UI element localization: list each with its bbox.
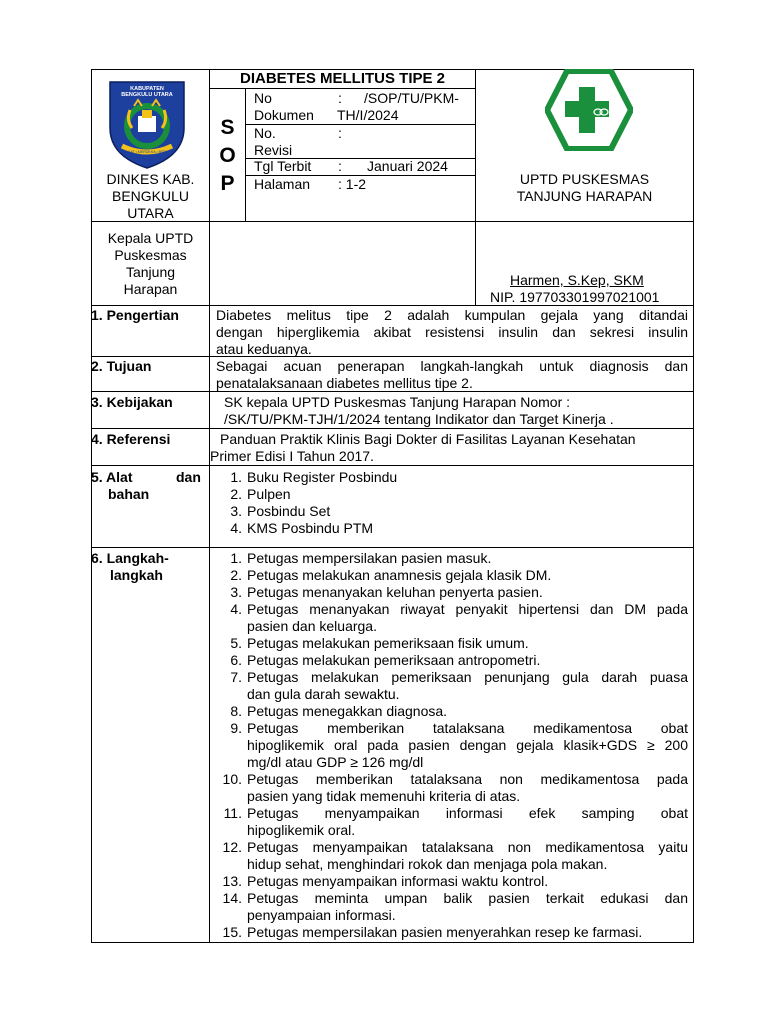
document-title: DIABETES MELLITUS TIPE 2 — [239, 70, 446, 87]
list-item-line: Petugas melakukan pemeriksaan penunjang gula darah puasa — [247, 669, 688, 685]
no-dokumen-label-1: No — [254, 90, 272, 106]
referensi-line-2: Primer Edisi I Tahun 2017. — [210, 448, 374, 464]
tujuan-line-2: penatalaksanaan diabetes mellitus tipe 2. — [216, 375, 473, 391]
tujuan-line-1: Sebagai acuan penerapan langkah-langkah untuk diagnosis dan — [216, 358, 688, 374]
alat-list — [216, 469, 688, 537]
list-item-number: 3. — [230, 584, 242, 600]
no-revisi-label-2: Revisi — [254, 142, 293, 158]
list-item-number: 9. — [230, 720, 242, 736]
list-item-line: penyampaian informasi. — [247, 907, 396, 923]
list-item: 4. KMS Posbindu PTM — [230, 520, 374, 536]
section-referensi-label: 4. Referensi — [91, 431, 171, 447]
list-item — [216, 890, 688, 924]
list-item-number: 10. — [222, 771, 242, 787]
list-item-line: Petugas melakukan pemeriksaan fisik umum. — [247, 635, 529, 651]
list-item-number: 1. — [230, 550, 242, 566]
list-item-number: 11. — [223, 805, 242, 821]
list-item: 3. Posbindu Set — [230, 503, 331, 519]
list-item-line: Petugas mempersilakan pasien masuk. — [247, 550, 492, 566]
list-item-line: mg/dl atau GDP ≥ 126 mg/dl — [247, 754, 424, 770]
signatory-position-3: Tanjung — [125, 264, 176, 280]
left-org-line-3: UTARA — [127, 205, 174, 221]
list-item: 2. Pulpen — [230, 486, 291, 502]
list-item-line: Petugas melakukan pemeriksaan antropometri. — [247, 652, 541, 668]
logo-text-1: KABUPATEN — [130, 86, 164, 92]
right-org-line-2: TANJUNG HARAPAN — [516, 188, 653, 204]
section-kebijakan-label: 3. Kebijakan — [91, 394, 173, 410]
list-item — [216, 601, 688, 635]
section-langkah-label-1: 6. Langkah- — [91, 550, 169, 566]
list-item-line: hidup sehat, menghindari rokok dan menjaga pola makan. — [247, 856, 608, 872]
no-dokumen-label-2: Dokumen — [254, 107, 314, 123]
signatory-position-2: Puskesmas — [114, 247, 187, 263]
list-item-number: 4. — [230, 601, 242, 617]
logo-text-2: BENGKULU UTARA — [121, 92, 173, 98]
signatory-nip: NIP. 197703301997021001 — [490, 289, 660, 305]
list-item-number: 14. — [222, 890, 242, 906]
list-item-line: pasien yang tidak memenuhi kriteria di atas. — [247, 788, 521, 804]
signatory-position-1: Kepala UPTD — [107, 230, 194, 246]
section-tujuan-label: 2. Tujuan — [91, 358, 152, 374]
list-item-line: dan gula darah sewaktu. — [247, 686, 400, 702]
left-org-line-1: DINKES KAB. — [106, 171, 195, 187]
pengertian-line-3: atau keduanya. — [216, 341, 312, 357]
list-item-line: Petugas menyampaikan tatalaksana non medikamentosa yaitu — [247, 839, 688, 855]
list-item-line: Petugas melakukan anamnesis gejala klasik DM. — [247, 567, 552, 583]
list-item — [216, 771, 688, 805]
sop-letter-p: P — [220, 172, 235, 195]
list-item — [216, 703, 688, 720]
section-alat-label-2: bahan — [108, 486, 150, 502]
list-item — [216, 873, 688, 890]
section-langkah-label-2: langkah — [110, 567, 163, 583]
section-pengertian-label: 1. Pengertian — [91, 307, 179, 323]
list-item — [216, 720, 688, 771]
tgl-terbit-value: Januari 2024 — [367, 158, 448, 174]
list-item — [216, 924, 688, 941]
list-item-number: 8. — [230, 703, 242, 719]
list-item-line: Petugas menyampaikan informasi efek samping obat — [247, 805, 688, 821]
referensi-line-1: Panduan Praktik Klinis Bagi Dokter di Fasilitas Layanan Kesehatan — [220, 431, 636, 447]
bengkulu-utara-logo — [104, 80, 190, 170]
list-item-line: Petugas meminta umpan balik pasien terkait edukasi dan — [247, 890, 688, 906]
list-item-line: Petugas menyampaikan informasi waktu kontrol. — [247, 873, 549, 889]
list-item-line: pasien dan keluarga. — [247, 618, 377, 634]
left-org-line-2: BENGKULU — [111, 188, 190, 204]
list-item-line: hipoglikemik oral pada pasien dengan gejala klasik+GDS ≥ 200 — [247, 737, 688, 753]
pengertian-line-1: Diabetes melitus tipe 2 adalah kumpulan gejala yang ditandai — [216, 307, 688, 323]
list-item-line: Petugas mempersilakan pasien menyerahkan resep ke farmasi. — [247, 924, 643, 940]
kebijakan-line-1: SK kepala UPTD Puskesmas Tanjung Harapan Nomor : — [224, 394, 571, 410]
section-alat-label-1: 5. Alat — [91, 469, 133, 485]
no-revisi-label-1: No. — [254, 125, 276, 141]
no-dokumen-value-2: TH/I/2024 — [337, 107, 399, 123]
list-item — [216, 805, 688, 839]
list-item — [216, 635, 688, 652]
pengertian-line-2: dengan hiperglikemia akibat resistensi insulin dan sekresi insulin — [216, 324, 688, 340]
list-item — [216, 550, 688, 567]
list-item-line: Petugas memberikan tatalaksana medikamentosa obat — [247, 720, 688, 736]
no-dokumen-value-1: /SOP/TU/PKM- — [364, 90, 459, 106]
list-item — [216, 584, 688, 601]
sop-letter-o: O — [219, 144, 236, 167]
list-item — [216, 839, 688, 873]
logo-motto: SEPAKAT • MERDEKA • BERSATU — [118, 150, 176, 154]
no-revisi-colon: : — [338, 125, 342, 141]
tgl-terbit-colon: : — [338, 158, 342, 174]
list-item: 1. Buku Register Posbindu — [230, 469, 398, 485]
list-item-number: 5. — [230, 635, 242, 651]
list-item-number: 12. — [222, 839, 242, 855]
right-org-line-1: UPTD PUSKESMAS — [519, 171, 650, 187]
tgl-terbit-label: Tgl Terbit — [254, 158, 312, 174]
list-item-number: 2. — [230, 567, 242, 583]
langkah-list — [216, 550, 688, 941]
signatory-name: Harmen, S.Kep, SKM — [510, 272, 644, 288]
no-dokumen-colon: : — [338, 90, 342, 106]
halaman-value: : 1-2 — [338, 176, 367, 192]
list-item — [216, 669, 688, 703]
list-item-number: 7. — [230, 669, 242, 685]
list-item-number: 6. — [230, 652, 242, 668]
puskesmas-logo — [545, 69, 633, 151]
list-item — [216, 652, 688, 669]
list-item — [216, 567, 688, 584]
list-item-line: Petugas memberikan tatalaksana non medikamentosa pada — [247, 771, 688, 787]
list-item-line: Petugas menanyakan riwayat penyakit hipertensi dan DM pada — [247, 601, 688, 617]
kebijakan-line-2: /SK/TU/PKM-TJH/1/2024 tentang Indikator dan Target Kinerja . — [224, 411, 614, 427]
list-item-line: Petugas menegakkan diagnosa. — [247, 703, 448, 719]
sop-letter-s: S — [220, 116, 235, 139]
list-item-line: hipoglikemik oral. — [247, 822, 356, 838]
signatory-position-4: Harapan — [123, 281, 178, 297]
list-item-number: 15. — [222, 924, 242, 940]
list-item-line: Petugas menanyakan keluhan penyerta pasien. — [247, 584, 543, 600]
section-alat-label-dan: dan — [176, 469, 201, 485]
list-item-number: 13. — [222, 873, 242, 889]
halaman-label: Halaman — [254, 176, 311, 192]
